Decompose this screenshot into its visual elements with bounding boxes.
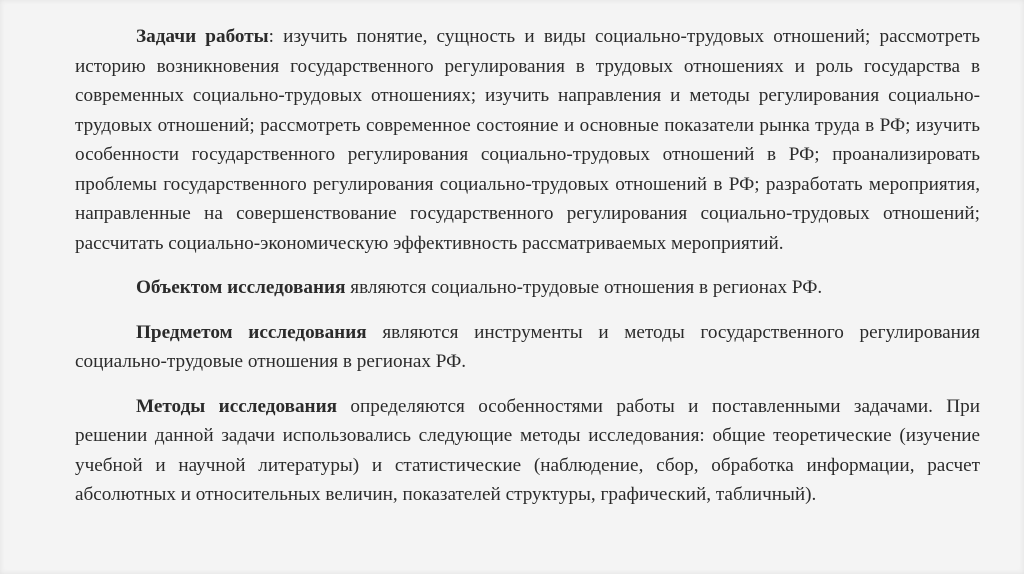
paragraph-methods (75, 392, 980, 510)
paragraph-tasks-text: : изучить понятие, сущность и виды социально-трудовых отношений; рассмотреть историю возникновения государственного регулирования в трудовых отношениях и роль государства в современных социально-трудовых отношениях; изучить направления и методы регулирования социально-трудовых отношений; рассмотреть современное состояние и основные показатели рынка труда в РФ; изучить особенности государственного регулирования социально-трудовых отношений в РФ; проанализировать проблемы государственного регулирования социально-трудовых отношений в РФ; разработать мероприятия, направленные на совершенствование государственного регулирования социально-трудовых отношений; рассчитать социально-экономическую эффективность рассматриваемых мероприятий. (75, 26, 980, 254)
paragraph-methods-text: определяются особенностями работы и поставленными задачами. При решении данной задачи использовались следующие методы исследования: общие теоретические (изучение учебной и научной литературы) и статистические (наблюдение, сбор, обработка информации, расчет абсолютных и относительных величин, показателей структуры, графический, табличный). (75, 395, 980, 505)
paragraph-subject-lead: Предметом исследования (136, 321, 367, 343)
paragraph-subject (75, 318, 980, 377)
paragraph-tasks (75, 22, 980, 258)
paragraph-methods-lead: Методы исследования (136, 395, 338, 417)
paragraph-tasks-lead: Задачи работы (136, 26, 269, 47)
paragraph-subject-text: являются инструменты и методы государственного регулирования социально-трудовые отношения в регионах РФ. (75, 321, 981, 372)
paragraph-object-text: являются социально-трудовые отношения в регионах РФ. (345, 277, 823, 298)
paragraph-object (75, 273, 980, 303)
document-body (75, 22, 980, 510)
paragraph-object-lead: Объектом исследования (136, 277, 346, 298)
